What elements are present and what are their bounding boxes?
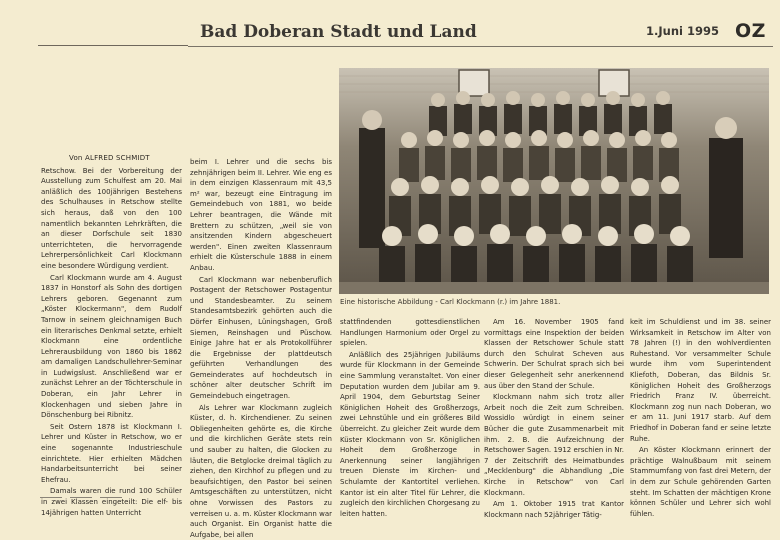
paragraph: Carl Klockmann wurde am 4. August 1837 in Honstorf als Sohn des dortigen Lehrers geboren. Gegenannt zum „Köster Klockermann", dem Rudolf Tarnow in seinem gleichnamigen Buch ein literarisches Denkmal setzte, erhielt Klockmann eine ordentliche Lehrerausbildung von 1860 bis 1862 am damaligen Landschullehrer-Seminar in Ludwigslust. Anschließend war er zunächst Lehrer an der Töchterschule in Doberan, ein Jahr Lehrer in Klockenhagen und sieben Jahre in Dönschenburg bei Ribnitz. — [41, 273, 182, 420]
paragraph: beim I. Lehrer und die sechs bis zehnjährigen beim II. Lehrer. Wie eng es in dem einzigen Klassenraum mit 43,5 m² war, bezeugt eine Eintragung im Gemeindebuch von 1881, wo beide Lehrer beantragen, die Wände mit Brettern zu schützen, „weil sie von ansitzenden Kindern abgescheuert werden". Einen zweiten Klassenraum erhielt die Küsterschule 1888 in einem Anbau. — [190, 158, 332, 272]
paragraph: keit im Schuldienst und im 38. seiner Wirksamkeit in Retschow im Alter von 78 Jahren (!) in den wohlverdienten Ruhestand. Vor versammelter Schule wurde ihm vom Superintendent Kliefoth, Doberan, das Bildnis Sr. Königlichen Hoheit des Großherzogs Friedrich Franz IV. überreicht. Klockmann zog nun nach Doberan, wo er am 11. Juni 1917 starb. Auf dem Friedhof in Doberan fand er seine letzte Ruhe. — [630, 318, 771, 443]
historic-school-photo — [339, 68, 769, 294]
paragraph: stattfindenden gottesdienstlichen Handlungen Harmonium oder Orgel zu spielen. — [340, 318, 480, 348]
article-column-4 — [484, 317, 624, 519]
paragraph: Als Lehrer war Klockmann zugleich Küster, d. h. Kirchendiener. Zu seinen Obliegenheiten gehörte es, die Kirche und die kirchlichen Geräte stets rein und sauber zu halten, die Glocken zu läuten, die Betglocke dreimal täglich zu ziehen, den Kirchhof zu pflegen und zu beaufsichtigen, den Pastor bei seinen Amtsgeschäften zu unterstützen, nicht ohne Vorwissen des Pastors zu verreisen u. a. m. Küster Klockmann war auch Organist. Ein Organist hatte die Aufgabe, bei allen — [190, 403, 332, 539]
paragraph: Damals waren die rund 100 Schüler in zwei Klassen eingeteilt: Die elf- bis 14jährigen hatten Unterricht — [41, 487, 182, 517]
page-title: Bad Doberan Stadt und Land — [200, 22, 477, 42]
paragraph: Seit Ostern 1878 ist Klockmann I. Lehrer und Küster in Retschow, wo er eine sogenannte Industrieschule einrichtete. Hier erhielten Mädchen Handarbeitsunterricht bei seiner Ehefrau. — [41, 422, 182, 484]
paragraph: Anläßlich des 25jährigen Jubiläums wurde für Klockmann in der Gemeinde eine Sammlung veranstaltet. Von einer Deputation wurden dem Jubilar am 9. April 1904, dem Geburtstag Seiner Königlichen Hoheit des Großherzogs, zwei Lehnstühle und ein größeres Bild überreicht. Zu gleicher Zeit wurde dem Küster Klockmann von Sr. Königlichen Hoheit dem Großherzoge in Anerkennung seiner langjährigen treuen Dienste im Kirchen- und Schulamte der Kantortitel verliehen. Kantor ist ein alter Titel für Lehrer, die zugleich den kirchlichen Chorgesang zu leiten hatten. — [340, 350, 480, 518]
paragraph: Retschow. Bei der Vorbereitung der Ausstellung zum Schulfest am 20. Mai anläßlich des 100jährigen Bestehens des Schulhauses in Retschow stellte sich heraus, daß von den 100 namentlich bekannten Lehrkräften, die an dieser Dorfschule seit 1830 unterrichteten, die hervorragende Lehrerpersönlichkeit Carl Klockmann eine besondere Würdigung verdient. — [41, 166, 182, 270]
paragraph: Carl Klockmann war nebenberuflich Postagent der Retschower Postagentur und Standesbeamter. Zu seinem Standesamtsbezirk gehörten auch die Dörfer Einhusen, Lüningshagen, Groß Siemen, Reinshagen und Püschow. Einige Jahre hat er als Protokollführer die Ergebnisse der plattdeutsch geführten Verhandlungen des Gemeinderates auf hochdeutsch in schöner alter deutscher Schrift im Gemeindebuch eingetragen. — [190, 275, 332, 401]
header-rule-left — [38, 45, 188, 46]
article-column-5 — [630, 317, 771, 518]
header-rule-main — [188, 46, 773, 47]
author-line: Von ALFRED SCHMIDT — [69, 154, 150, 162]
paragraph: An Köster Klockmann erinnert der prächtige Walnußbaum mit seinem Stammumfang von fast drei Metern, der in dem zur Schule gehörenden Garten steht. Im Schatten der mächtigen Krone können Schüler und Lehrer sich wohl fühlen. — [630, 446, 771, 518]
paragraph: Klockmann nahm sich trotz aller Arbeit noch die Zeit zum Schreiben. Wossidlo würdigt in einem seiner Bücher die gute Zusammenarbeit mit ihm. 2. B. die Aufzeichnung der Retschower Sagen. 1912 erschien in Nr. 7 der Zeitschrift des Heimatbundes „Mecklenburg" die Abhandlung „Die Kirche in Retschow" von Carl Klockmann. — [484, 393, 624, 497]
article-column-3 — [340, 317, 480, 518]
article-column-2 — [190, 157, 332, 539]
school-class-photo-illustration — [339, 68, 769, 294]
paragraph: Am 16. November 1905 fand vormittags eine Inspektion der beiden Klassen der Retschower Schule statt durch den Schulrat Scheven aus Schwerin. Der Schulrat sprach sich bei dieser Gelegenheit sehr anerkennend aus über den Stand der Schule. — [484, 318, 624, 390]
article-column-1 — [41, 153, 182, 517]
paragraph: Am 1. Oktober 1915 trat Kantor Klockmann nach 52jähriger Tätig- — [484, 500, 624, 519]
photo-caption: Eine historische Abbildung - Carl Klockmann (r.) im Jahre 1881. — [340, 298, 561, 306]
issue-date: 1.Juni 1995 — [646, 24, 719, 38]
newspaper-logo: OZ — [735, 20, 766, 42]
